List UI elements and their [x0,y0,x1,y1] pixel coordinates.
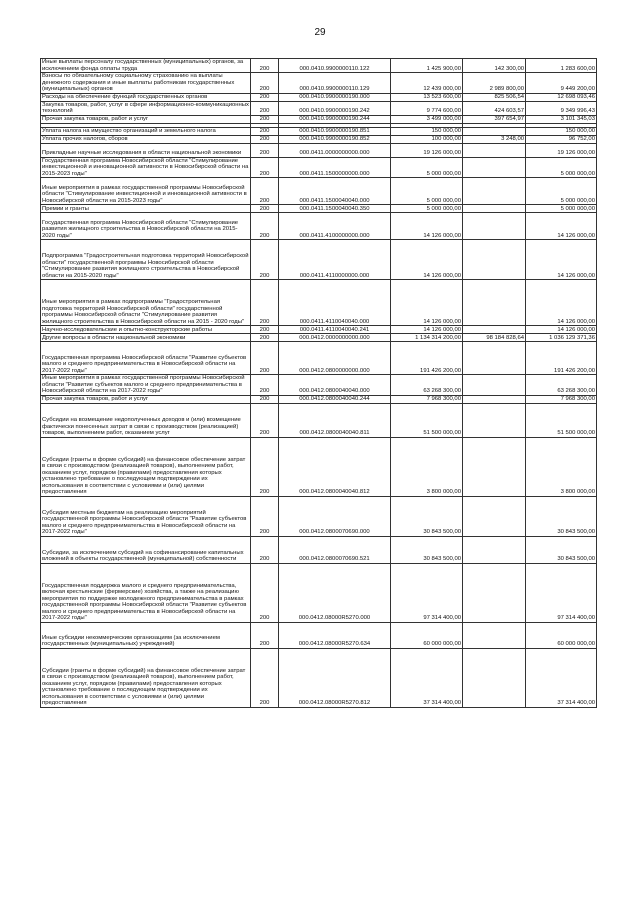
row-executed [463,395,526,403]
row-unexecuted: 5 000 000,00 [526,157,597,178]
row-unexecuted: 96 752,00 [526,135,597,143]
row-executed [463,342,526,375]
row-unexecuted: 14 126 000,00 [526,213,597,240]
table-row [41,563,597,622]
row-approved: 3 800 000,00 [391,437,463,496]
row-kbk: 000.0411.4110000000.000 [279,240,391,280]
table-row [41,240,597,280]
table-row [41,157,597,178]
row-name: Взносы по обязательному социальному страхованию на выплаты денежного содержания и иные выплаты работникам государственных (муниципальных) органов [41,73,251,94]
table-row [41,59,597,73]
row-executed [463,326,526,334]
row-unexecuted: 12 698 093,46 [526,93,597,101]
row-name: Иные мероприятия в рамках подпрограммы "Градостроительная подготовка территорий Новосибирской области" государственной программы Новосибирской области "Стимулирование развития жилищного строительства в Новосибирской области на 2015 - 2020 годы" [41,280,251,326]
row-unexecuted: 1 283 600,00 [526,59,597,73]
row-approved: 14 126 000,00 [391,240,463,280]
row-code: 200 [251,59,279,73]
row-executed [463,127,526,135]
row-name: Подпрограмма "Градостроительная подготовка территорий Новосибирской области" государственной программы Новосибирской области "Стимулирование развития жилищного строительства в Новосибирской области на 2015-2020 годы" [41,240,251,280]
row-name: Субсидии на возмещение недополученных доходов и (или) возмещение фактически понесенных затрат в связи с производством (реализацией) товаров, выполнением работ, оказанием услуг [41,403,251,437]
row-unexecuted: 3 101 345,03 [526,115,597,123]
row-unexecuted: 150 000,00 [526,127,597,135]
row-executed: 98 184 828,64 [463,334,526,342]
table-row [41,622,597,648]
row-kbk: 000.0412.0800040040.244 [279,395,391,403]
row-executed: 2 989 800,00 [463,73,526,94]
row-kbk: 000.0410.9900000190.000 [279,93,391,101]
row-executed [463,403,526,437]
row-approved: 3 499 000,00 [391,115,463,123]
row-approved: 37 314 400,00 [391,648,463,707]
row-code: 200 [251,213,279,240]
table-row [41,334,597,342]
row-executed [463,280,526,326]
row-name: Прочая закупка товаров, работ и услуг [41,115,251,123]
row-code: 200 [251,496,279,536]
row-kbk: 000.0410.9900000190.244 [279,115,391,123]
table-row [41,101,597,115]
row-name: Субсидии, за исключением субсидий на софинансирование капитальных вложений в объекты государственной (муниципальной) собственности [41,536,251,563]
row-unexecuted: 37 314 400,00 [526,648,597,707]
row-code: 200 [251,157,279,178]
row-name: Государственная программа Новосибирской области "Стимулирование инвестиционной и инновационной активности в Новосибирской области на 2015-2023 годы" [41,157,251,178]
row-executed [463,143,526,157]
row-name: Научно-исследовательские и опытно-конструкторские работы [41,326,251,334]
table-row [41,403,597,437]
row-code: 200 [251,127,279,135]
row-executed: 397 654,97 [463,115,526,123]
row-code: 200 [251,205,279,213]
row-kbk: 000.0411.1500040040.350 [279,205,391,213]
row-executed [463,205,526,213]
row-name: Прочая закупка товаров, работ и услуг [41,395,251,403]
row-kbk: 000.0412.0800070690.521 [279,536,391,563]
row-code: 200 [251,334,279,342]
row-unexecuted: 1 036 129 371,36 [526,334,597,342]
row-executed [463,375,526,396]
row-kbk: 000.0410.9900000110.129 [279,73,391,94]
row-executed: 825 506,54 [463,93,526,101]
row-approved: 60 000 000,00 [391,622,463,648]
row-code: 200 [251,101,279,115]
table-row [41,73,597,94]
row-unexecuted: 5 000 000,00 [526,178,597,205]
row-code: 200 [251,648,279,707]
row-kbk: 000.0412.08000R5270.634 [279,622,391,648]
row-executed [463,213,526,240]
row-name: Иные мероприятия в рамках государственной программы Новосибирской области "Стимулирование инвестиционной и инновационной активности в Новосибирской области на 2015-2023 годы" [41,178,251,205]
row-executed [463,622,526,648]
row-executed [463,536,526,563]
row-unexecuted: 191 426 200,00 [526,342,597,375]
row-kbk: 000.0411.4100000000.000 [279,213,391,240]
row-approved: 7 968 300,00 [391,395,463,403]
row-approved: 13 523 600,00 [391,93,463,101]
row-kbk: 000.0411.4110040040.241 [279,326,391,334]
row-approved: 191 426 200,00 [391,342,463,375]
row-name: Государственная программа Новосибирской области "Стимулирование развития жилищного строительства в Новосибирской области на 2015-2020 годы" [41,213,251,240]
budget-table [40,58,597,708]
row-approved: 63 268 300,00 [391,375,463,396]
row-code: 200 [251,143,279,157]
row-executed [463,563,526,622]
row-code: 200 [251,342,279,375]
row-kbk: 000.0412.08000R5270.000 [279,563,391,622]
table-row [41,496,597,536]
row-name: Иные выплаты персоналу государственных (муниципальных) органов, за исключением фонда оплаты труда [41,59,251,73]
row-unexecuted: 5 000 000,00 [526,205,597,213]
row-name: Другие вопросы в области национальной экономики [41,334,251,342]
row-kbk: 000.0410.9900000190.242 [279,101,391,115]
row-kbk: 000.0410.9900000190.851 [279,127,391,135]
table-row [41,280,597,326]
row-name: Иные мероприятия в рамках государственной программы Новосибирской области "Развитие субъектов малого и среднего предпринимательства в Новосибирской области на 2017-2022 годы" [41,375,251,396]
row-executed [463,437,526,496]
table-row [41,115,597,123]
row-code: 200 [251,240,279,280]
table-row [41,536,597,563]
row-name: Премии и гранты [41,205,251,213]
row-approved: 1 425 900,00 [391,59,463,73]
table-row [41,143,597,157]
row-approved: 14 126 000,00 [391,326,463,334]
row-code: 200 [251,93,279,101]
row-kbk: 000.0412.0800000000.000 [279,342,391,375]
row-kbk: 000.0411.1500000000.000 [279,157,391,178]
row-approved: 5 000 000,00 [391,157,463,178]
row-name: Прикладные научные исследования в области национальной экономики [41,143,251,157]
table-row [41,213,597,240]
row-unexecuted: 30 843 500,00 [526,496,597,536]
row-kbk: 000.0412.08000R5270.812 [279,648,391,707]
row-kbk: 000.0411.4110040040.000 [279,280,391,326]
row-executed: 3 248,00 [463,135,526,143]
row-approved: 5 000 000,00 [391,178,463,205]
budget-table-body [41,59,597,708]
page-number: 29 [314,27,326,38]
table-row [41,135,597,143]
row-name: Государственная программа Новосибирской области "Развитие субъектов малого и среднего предпринимательства в Новосибирской области на 2017-2022 годы" [41,342,251,375]
row-unexecuted: 97 314 400,00 [526,563,597,622]
row-code: 200 [251,437,279,496]
table-row [41,326,597,334]
table-row [41,375,597,396]
row-name: Субсидии (гранты в форме субсидий) на финансовое обеспечение затрат в связи с производством (реализацией товаров), выполнением работ, оказанием услуг, порядком (правилами) предоставления которых установлено требование о последующем подтверждении их использования в соответствии с условиями и (или) целями предоставления [41,437,251,496]
row-name: Расходы на обеспечение функций государственных органов [41,93,251,101]
row-unexecuted: 14 126 000,00 [526,240,597,280]
row-executed [463,496,526,536]
row-executed [463,178,526,205]
row-approved: 100 000,00 [391,135,463,143]
row-name: Субсидии (гранты в форме субсидий) на финансовое обеспечение затрат в связи с производством (реализацией товаров), выполнением работ, оказанием услуг, порядком (правилами) предоставления которых установлено требование о последующем подтверждении их использования в соответствии с условиями и (или) целями предоставления [41,648,251,707]
row-unexecuted: 60 000 000,00 [526,622,597,648]
row-unexecuted: 7 968 300,00 [526,395,597,403]
table-row [41,93,597,101]
row-approved: 9 774 600,00 [391,101,463,115]
row-code: 200 [251,536,279,563]
row-code: 200 [251,622,279,648]
table-row [41,127,597,135]
row-unexecuted: 63 268 300,00 [526,375,597,396]
row-approved: 1 134 314 200,00 [391,334,463,342]
row-kbk: 000.0411.1500040040.000 [279,178,391,205]
row-kbk: 000.0412.0800040040.000 [279,375,391,396]
table-row [41,395,597,403]
row-approved: 30 843 500,00 [391,536,463,563]
row-kbk: 000.0412.0800070690.000 [279,496,391,536]
row-unexecuted: 30 843 500,00 [526,536,597,563]
table-row [41,437,597,496]
table-row [41,205,597,213]
table-row [41,178,597,205]
row-approved: 30 843 500,00 [391,496,463,536]
row-unexecuted: 14 126 000,00 [526,326,597,334]
row-approved: 12 439 000,00 [391,73,463,94]
row-approved: 19 126 000,00 [391,143,463,157]
row-name: Иные субсидии некоммерческим организациям (за исключением государственных (муниципальных) учреждений) [41,622,251,648]
row-unexecuted: 9 349 996,43 [526,101,597,115]
row-name: Уплата прочих налогов, сборов [41,135,251,143]
row-kbk: 000.0410.9900000190.852 [279,135,391,143]
row-executed: 424 603,57 [463,101,526,115]
row-code: 200 [251,375,279,396]
row-kbk: 000.0411.0000000000.000 [279,143,391,157]
row-name: Государственная поддержка малого и среднего предпринимательства, включая крестьянские (фермерские) хозяйства, а также на реализацию мероприятия по поддержке молодежного предпринимательства в рамках государственной программы Новосибирской области "Развитие субъектов малого и среднего предпринимательства в Новосибирской области на 2017-2022 годы" [41,563,251,622]
row-code: 200 [251,326,279,334]
row-name: Уплата налога на имущество организаций и земельного налога [41,127,251,135]
row-code: 200 [251,280,279,326]
row-code: 200 [251,563,279,622]
row-kbk: 000.0410.9900000110.122 [279,59,391,73]
row-unexecuted: 9 449 200,00 [526,73,597,94]
row-approved: 14 126 000,00 [391,213,463,240]
row-code: 200 [251,395,279,403]
row-unexecuted: 51 500 000,00 [526,403,597,437]
row-approved: 97 314 400,00 [391,563,463,622]
row-name: Закупка товаров, работ, услуг в сфере информационно-коммуникационных технологий [42,101,249,114]
row-kbk: 000.0412.0800040040.811 [279,403,391,437]
row-unexecuted: 19 126 000,00 [526,143,597,157]
row-executed: 142 300,00 [463,59,526,73]
row-executed [463,648,526,707]
row-code: 200 [251,73,279,94]
row-executed [463,157,526,178]
row-kbk: 000.0412.0800040040.812 [279,437,391,496]
table-row [41,342,597,375]
row-approved: 150 000,00 [391,127,463,135]
row-unexecuted: 3 800 000,00 [526,437,597,496]
row-approved: 14 126 000,00 [391,280,463,326]
row-name: Субсидия местным бюджетам на реализацию мероприятий государственной программы Новосибирской области "Развитие субъектов малого и среднего предпринимательства в Новосибирской области на 2017-2022 годы" [41,496,251,536]
row-executed [463,240,526,280]
row-approved: 51 500 000,00 [391,403,463,437]
row-code: 200 [251,135,279,143]
row-approved: 5 000 000,00 [391,205,463,213]
row-code: 200 [251,178,279,205]
row-code: 200 [251,403,279,437]
row-unexecuted: 14 126 000,00 [526,280,597,326]
table-row [41,648,597,707]
row-kbk: 000.0412.0000000000.000 [279,334,391,342]
row-code: 200 [251,115,279,123]
